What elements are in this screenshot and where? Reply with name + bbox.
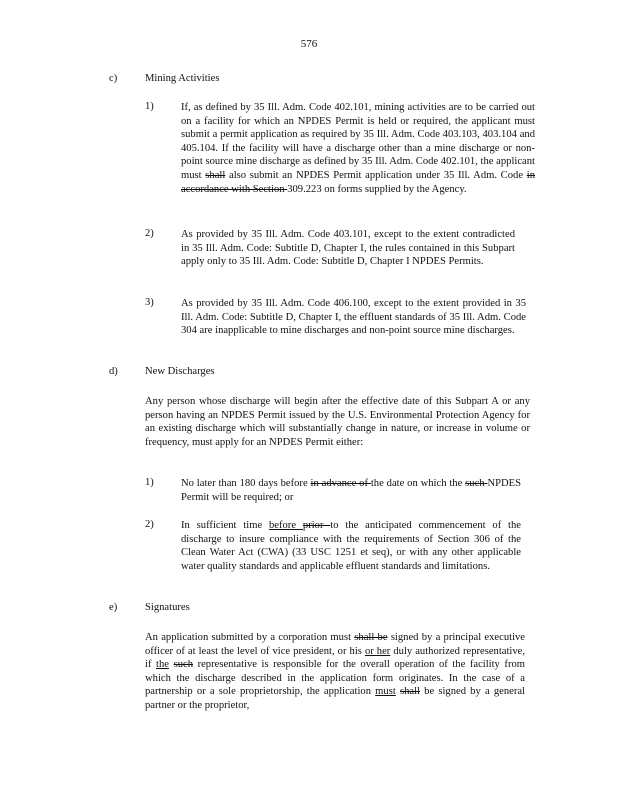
deleted-text: shall <box>399 686 420 698</box>
item-c3-number: 3) <box>145 297 154 308</box>
section-c-letter: c) <box>109 73 118 84</box>
text-run: No later than 180 days before <box>181 478 311 489</box>
section-d-intro: Any person whose discharge will begin after the effective date of this Subpart A or any person having an NPDES Permit issued by the U.S. Environmental Protection Agency for an existing discharge which will substantially change in nature, or increase in volume or frequency, must apply for an NPDES Permit either: <box>145 396 530 448</box>
deleted-text: prior <box>302 520 331 531</box>
text-run: An application submitted by a corporation must <box>145 632 355 643</box>
item-d1-number: 1) <box>145 477 154 488</box>
page-number: 576 <box>300 38 318 50</box>
inserted-text: or her <box>364 645 391 657</box>
text-run: As provided by 35 Ill. Adm. Code 406.100, except to the extent provided in 35 Ill. Adm. Code: Subtitle D, Chapter I, the effluent standards of 35 Ill. Adm. Code 304 are inapplicable to mine discharges and non-point source mine discharges. <box>181 298 526 337</box>
inserted-text: before <box>268 520 303 531</box>
text-run: to the anticipated commencement of the discharge to insure compliance with the requirements of Section 306 of the Clean Water Act (CWA) (33 USC 1251 et seq), or with any other applicable water quality standards and applicable effluent standards and limitations. <box>181 520 522 572</box>
item-c1-text <box>181 101 535 196</box>
text-run: the date on which the <box>370 478 466 489</box>
text-run: NPDES Permit will be required; or <box>181 478 521 503</box>
text-run: be signed by a general partner or the proprietor, <box>145 686 525 711</box>
item-d1-text <box>181 477 521 504</box>
item-d2-number: 2) <box>145 519 154 530</box>
deleted-text: such <box>465 478 488 489</box>
inserted-text: must <box>375 686 396 698</box>
text-run: 309.223 on forms supplied by the Agency. <box>287 183 467 195</box>
deleted-text: such <box>173 659 193 671</box>
inserted-text: the <box>156 659 169 671</box>
deleted-text: shall be <box>354 632 388 643</box>
text-run: As provided by 35 Ill. Adm. Code 403.101, except to the extent contradicted in 35 Ill. Adm. Code: Subtitle D, Chapter I, the rules contained in this Subpart apply only to 35 Ill. Adm. Code: Subtitle D, Chapter I NPDES Permits. <box>181 229 515 268</box>
item-d2-text <box>181 519 521 573</box>
item-c2-number: 2) <box>145 228 154 239</box>
text-run: duly authorized representative, if <box>145 645 526 671</box>
deleted-text: in advance of <box>310 478 371 489</box>
section-e-title: Signatures <box>145 602 190 613</box>
section-c-title: Mining Activities <box>145 73 220 84</box>
text-run: If, as defined by 35 Ill. Adm. Code 402.101, mining activities are to be carried out on a facility for which an NPDES Permit is held or required, the applicant must submit a permit application as required by 35 Ill. Adm. Code 403.103, 403.104 and 405.104. If the facility will have a discharge other than a mine discharge or non-point source mine discharge as defined by 35 Ill. Adm. Code 402.101, the applicant must <box>181 102 535 181</box>
text-run: In sufficient time <box>181 520 269 531</box>
section-d-title: New Discharges <box>145 366 215 377</box>
text-run: also submit an NPDES Permit application under 35 Ill. Adm. Code <box>225 169 527 181</box>
text-run: signed by a principal executive officer of at least the level of vice president, or his <box>145 632 526 657</box>
section-e-text <box>145 631 525 713</box>
item-c3-text <box>181 297 526 338</box>
text-run: representative is responsible for the overall operation of the facility from which the discharge described in the application form originates. In the case of a partnership or a sole proprietorship, the application <box>145 659 526 698</box>
section-d-letter: d) <box>109 366 118 377</box>
section-e-letter: e) <box>109 602 118 613</box>
item-c1-number: 1) <box>145 101 154 112</box>
item-c2-text <box>181 228 515 269</box>
deleted-text: shall <box>205 169 226 181</box>
deleted-text: in accordance with Section <box>181 169 535 195</box>
